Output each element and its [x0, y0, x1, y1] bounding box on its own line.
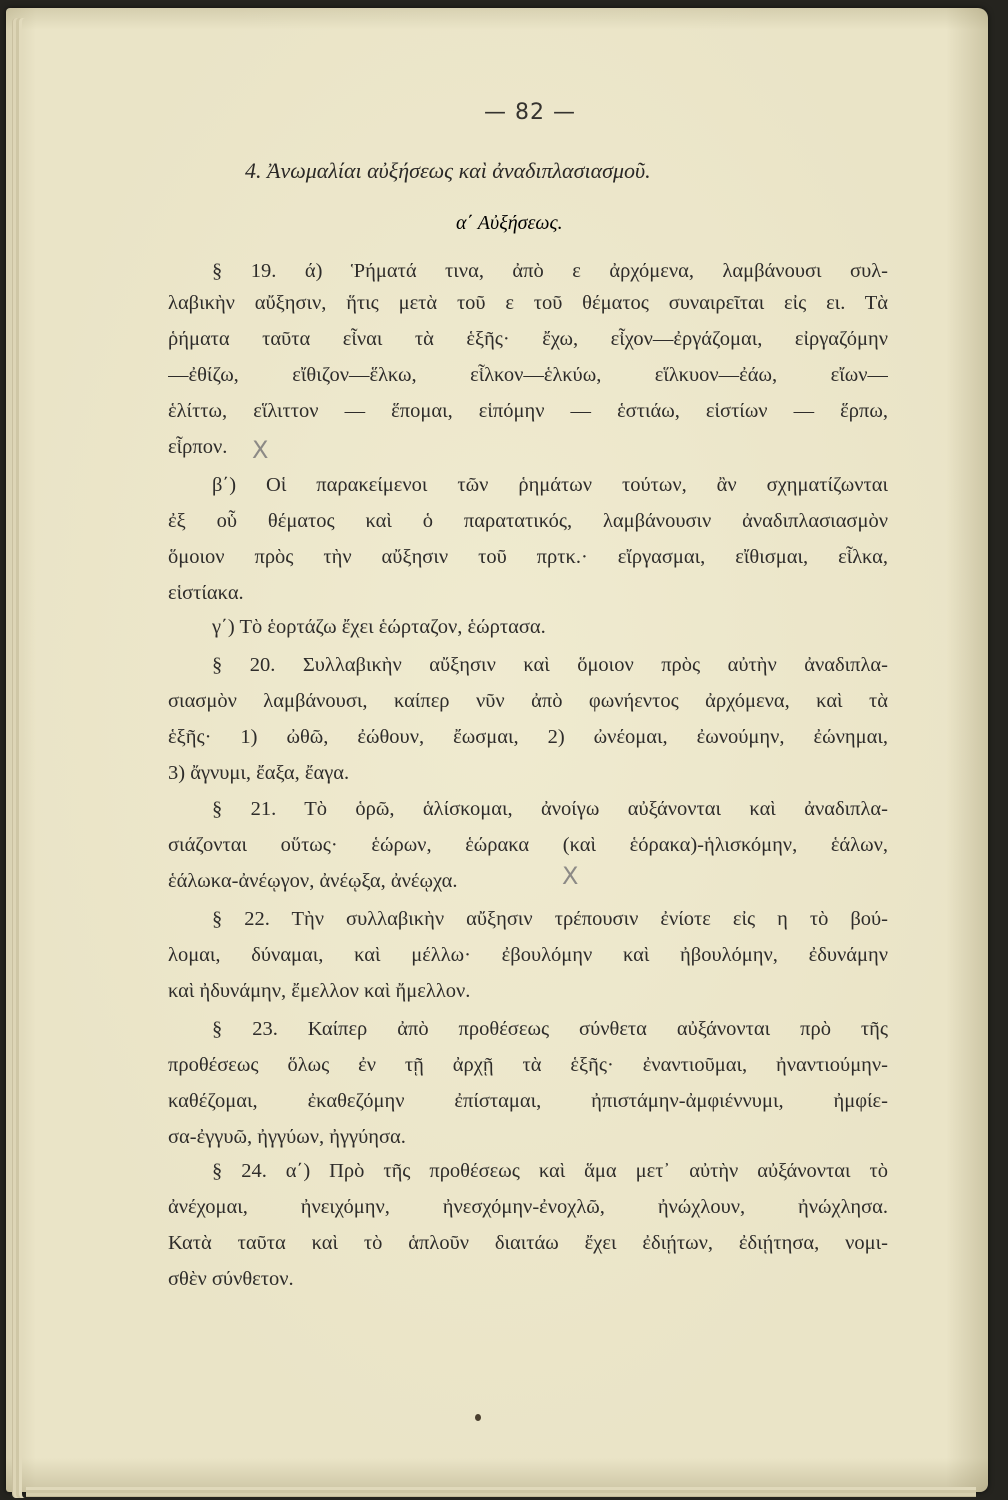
text-line: 3) ἄγνυμι, ἔαξα, ἔαγα. — [168, 762, 350, 784]
text-line: γ΄) Τὸ ἑορτάζω ἔχει ἑώρταζον, ἑώρτασα. — [212, 616, 546, 638]
section-subheading: α΄ Αὐξήσεως. — [456, 212, 563, 234]
text-line: λαβικὴν αὔξησιν, ἥτις μετὰ τοῦ ε τοῦ θέματος συναιρεῖται εἰς ει. Τὰ — [168, 292, 888, 314]
pencil-x-mark: X — [252, 436, 269, 464]
text-line: εἷρπον. — [168, 436, 228, 458]
page-edge-bottom — [26, 1470, 976, 1497]
text-line: § 23. Καίπερ ἀπὸ προθέσεως σύνθετα αὐξάνονται πρὸ τῆς — [212, 1018, 888, 1040]
text-line: § 20. Συλλαβικὴν αὔξησιν καὶ ὅμοιον πρὸς αὐτὴν ἀναδιπλα- — [212, 654, 888, 676]
ink-dot — [475, 1414, 481, 1421]
text-line: καὶ ἠδυνάμην, ἔμελλον καὶ ἤμελλον. — [168, 980, 471, 1002]
text-line: σθὲν σύνθετον. — [168, 1268, 294, 1290]
page-edge-left — [12, 18, 35, 1498]
text-line: ὅμοιον πρὸς τὴν αὔξησιν τοῦ πρτκ.· εἴργασμαι, εἴθισμαι, εἷλκα, — [168, 546, 888, 568]
text-line: σιασμὸν λαμβάνουσι, καίπερ νῦν ἀπὸ φωνήεντος ἀρχόμενα, καὶ τὰ — [168, 690, 888, 712]
text-line: ἀνέχομαι, ἠνειχόμην, ἠνεσχόμην-ἐνοχλῶ, ἠνώχλουν, ἠνώχλησα. — [168, 1196, 888, 1218]
text-line: § 19. ά) Ῥήματά τινα, ἀπὸ ε ἀρχόμενα, λαμβάνουσι συλ- — [212, 260, 888, 282]
text-line: ἑξῆς· 1) ὠθῶ, ἐώθουν, ἔωσμαι, 2) ὠνέομαι, ἐωνούμην, ἐώνημαι, — [168, 726, 888, 748]
text-line: § 21. Τὸ ὁρῶ, ἁλίσκομαι, ἀνοίγω αὐξάνονται καὶ ἀναδιπλα- — [212, 798, 888, 820]
text-line: σιάζονται οὕτως· ἑώρων, ἑώρακα (καὶ ἑόρακα)-ἡλισκόμην, ἑάλων, — [168, 834, 888, 856]
text-line: ἐξ οὗ θέματος καὶ ὁ παρατατικός, λαμβάνουσιν ἀναδιπλασιασμὸν — [168, 510, 888, 532]
text-line: β΄) Οἱ παρακείμενοι τῶν ῥημάτων τούτων, ἂν σχηματίζωνται — [212, 474, 888, 496]
text-line: ἑάλωκα-ἀνέῳγον, ἀνέῳξα, ἀνέῳχα. — [168, 870, 458, 892]
text-line: προθέσεως ὅλως ἐν τῇ ἀρχῇ τὰ ἑξῆς· ἐναντιοῦμαι, ἠναντιούμην- — [168, 1054, 888, 1076]
text-line: λομαι, δύναμαι, καὶ μέλλω· ἐβουλόμην καὶ ἠβουλόμην, ἐδυνάμην — [168, 944, 888, 966]
text-line: εἱστίακα. — [168, 582, 244, 604]
text-line: —ἐθίζω, εἴθιζον—ἕλκω, εἷλκον—ἑλκύω, εἵλκυον—ἐάω, εἴων— — [168, 364, 888, 386]
text-line: σα-ἐγγυῶ, ἠγγύων, ἠγγύησα. — [168, 1126, 406, 1148]
text-line: § 24. α΄) Πρὸ τῆς προθέσεως καὶ ἅμα μετ᾽ αὐτὴν αὐξάνονται τὸ — [212, 1160, 888, 1182]
text-line: ἑλίττω, εἵλιττον — ἕπομαι, εἱπόμην — ἑστιάω, εἱστίων — ἕρπω, — [168, 400, 888, 422]
text-line: ῥήματα ταῦτα εἶναι τὰ ἑξῆς· ἔχω, εἶχον—ἐργάζομαι, εἰργαζόμην — [168, 328, 888, 350]
text-line: Κατὰ ταῦτα καὶ τὸ ἁπλοῦν διαιτάω ἔχει ἐδιῄτων, ἐδιῄτησα, νομι- — [168, 1232, 888, 1254]
pencil-x-mark: X — [562, 862, 579, 890]
section-heading: 4. Ἀνωμαλίαι αὐξήσεως καὶ ἀναδιπλασιασμοῦ. — [245, 158, 651, 183]
page-number: — 82 — — [484, 100, 576, 125]
text-line: § 22. Τὴν συλλαβικὴν αὔξησιν τρέπουσιν ἐνίοτε εἰς η τὸ βού- — [212, 908, 888, 930]
text-line: καθέζομαι, ἐκαθεζόμην ἐπίσταμαι, ἠπιστάμην-ἀμφιέννυμι, ἠμφίε- — [168, 1090, 888, 1112]
